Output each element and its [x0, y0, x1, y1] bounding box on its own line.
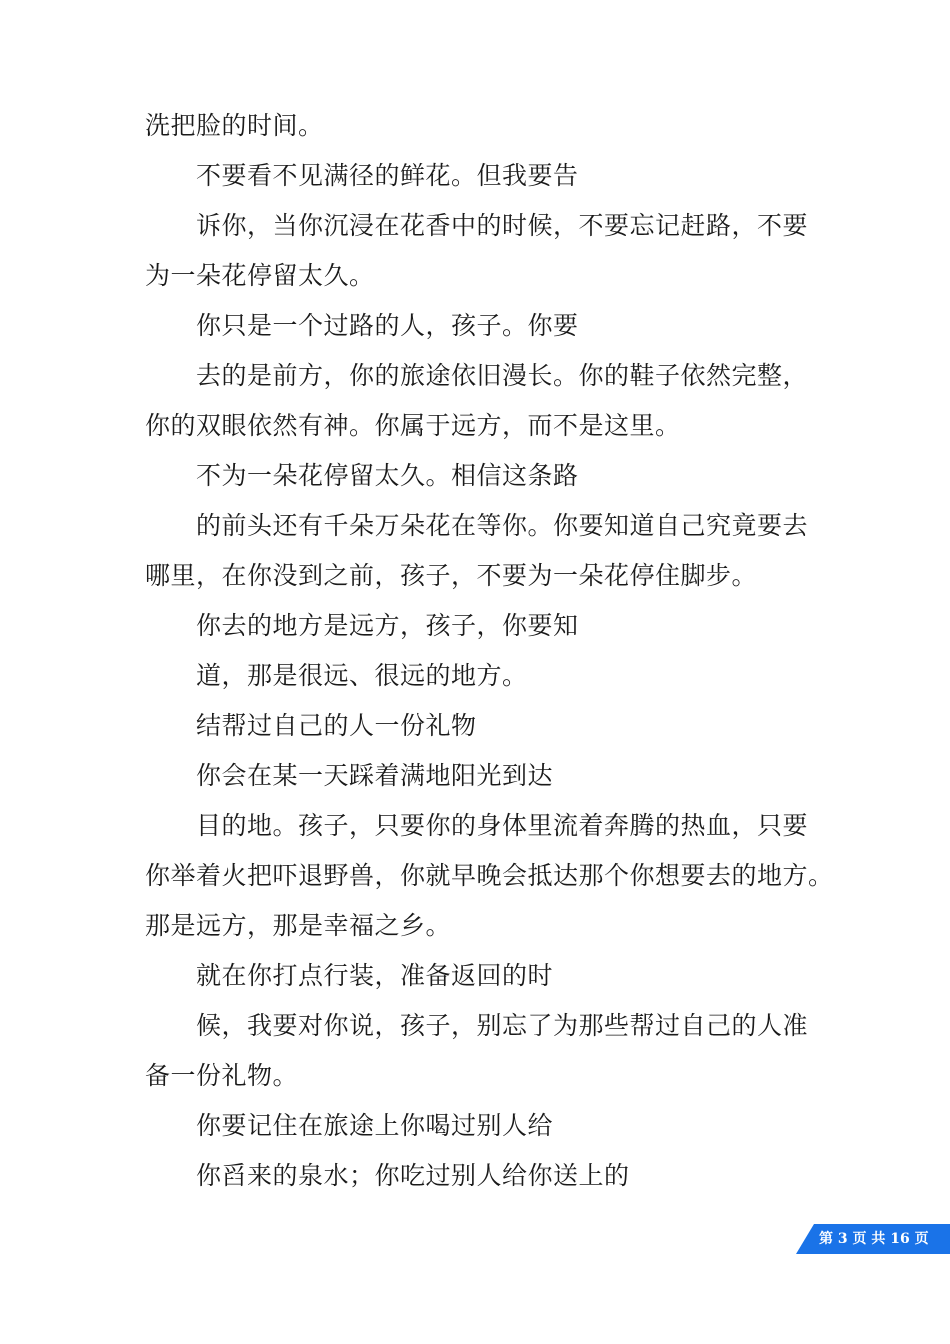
text-line: 你只是一个过路的人，孩子。你要	[196, 311, 579, 340]
text-line: 洗把脸的时间。	[145, 111, 324, 140]
text-line: 不为一朵花停留太久。相信这条路	[196, 461, 579, 490]
text-line: 道，那是很远、很远的地方。	[196, 661, 528, 690]
text-line: 候，我要对你说，孩子，别忘了为那些帮过自己的人准	[196, 1011, 809, 1040]
text-line: 你会在某一天踩着满地阳光到达	[196, 761, 554, 790]
text-line: 目的地。孩子，只要你的身体里流着奔腾的热血，只要	[196, 811, 809, 840]
text-line: 不要看不见满径的鲜花。但我要告	[196, 161, 579, 190]
text-line: 备一份礼物。	[145, 1061, 299, 1090]
text-line: 哪里，在你没到之前，孩子，不要为一朵花停住脚步。	[145, 561, 758, 590]
text-line: 你去的地方是远方，孩子，你要知	[196, 611, 579, 640]
text-line: 你的双眼依然有神。你属于远方，而不是这里。	[145, 411, 681, 440]
text-line: 为一朵花停留太久。	[145, 261, 375, 290]
page-number-label: 第 3 页 共 16 页	[819, 1231, 929, 1247]
section-heading: 结帮过自己的人一份礼物	[196, 711, 477, 740]
text-line: 诉你，当你沉浸在花香中的时候，不要忘记赶路，不要	[196, 211, 809, 240]
text-line: 你要记住在旅途上你喝过别人给	[196, 1111, 554, 1140]
text-line: 你舀来的泉水；你吃过别人给你送上的	[196, 1161, 630, 1190]
text-line: 的前头还有千朵万朵花在等你。你要知道自己究竟要去	[196, 511, 809, 540]
text-line: 那是远方，那是幸福之乡。	[145, 911, 452, 940]
text-line: 你举着火把吓退野兽，你就早晚会抵达那个你想要去的地方。	[145, 861, 834, 890]
text-line: 就在你打点行装，准备返回的时	[196, 961, 554, 990]
text-line: 去的是前方，你的旅途依旧漫长。你的鞋子依然完整，	[196, 361, 809, 390]
